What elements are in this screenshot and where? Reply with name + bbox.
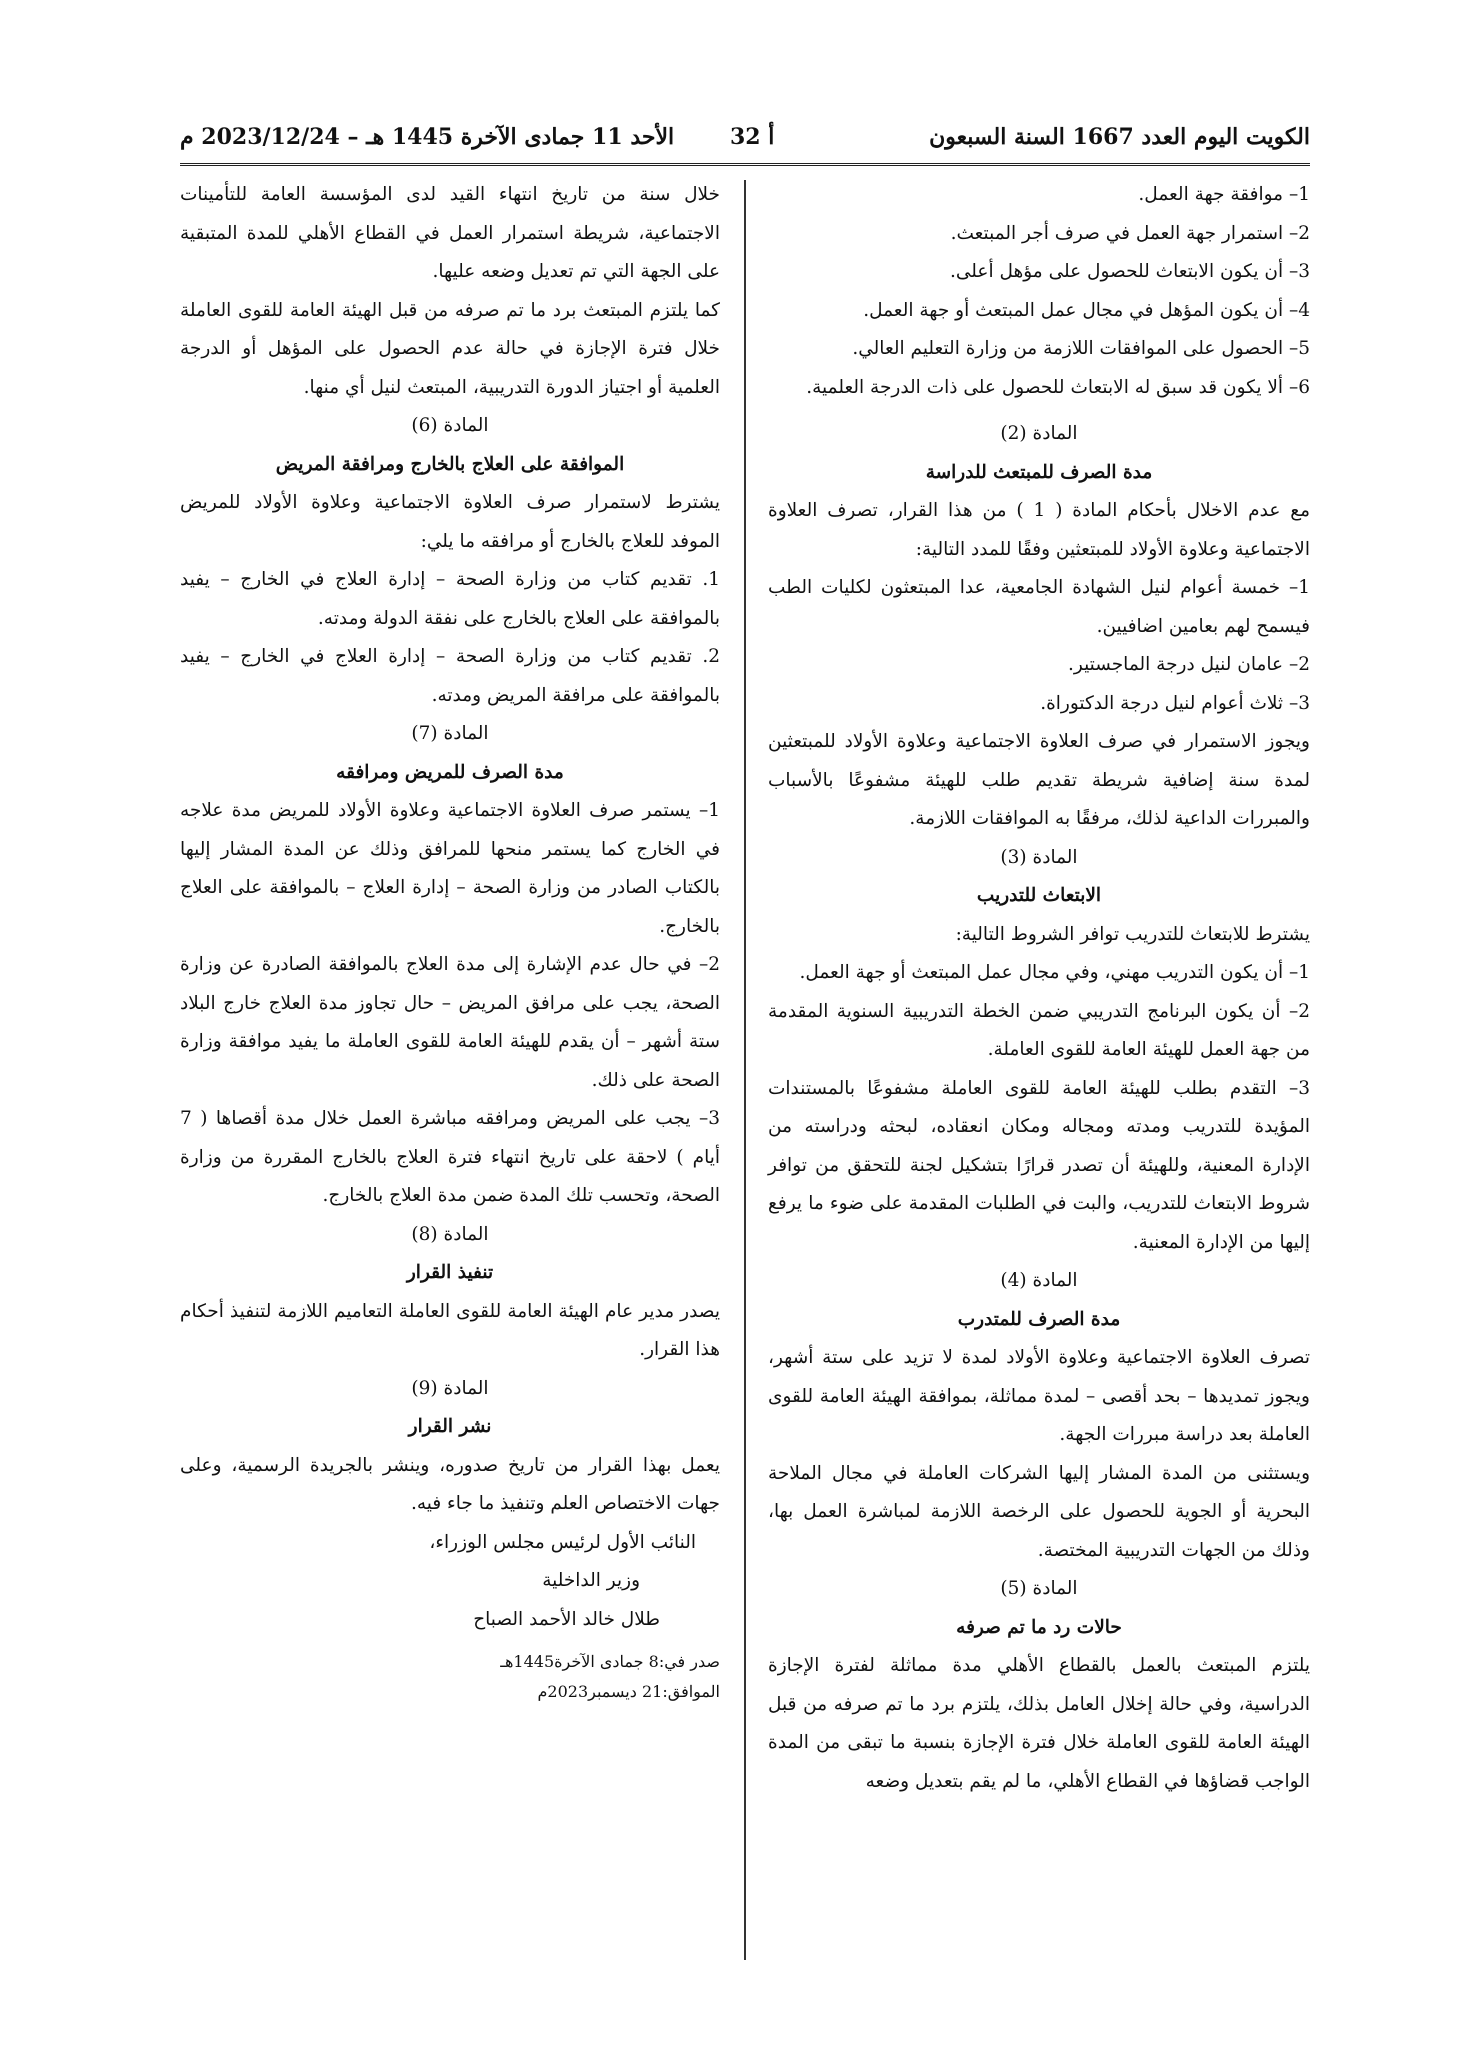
signature-name: طلال خالد الأحمد الصباح	[473, 1608, 660, 1630]
condition-item: 3– أن يكون الابتعاث للحصول على مؤهل أعلى.	[950, 261, 1310, 282]
list-item: 1– يستمر صرف العلاوة الاجتماعية وعلاوة الأولاد للمريض مدة علاجه في الخارج كما يستمر منحها للمرافق وذلك عن المدة المشار إليها بالكتاب الصادر من وزارة الصحة – إدارة العلاج – بالموافقة على العلاج بالخارج.	[180, 800, 720, 937]
condition-item: 5– الحصول على الموافقات اللازمة من وزارة التعليم العالي.	[852, 338, 1310, 359]
paragraph: كما يلتزم المبتعث برد ما تم صرفه من قبل الهيئة العامة للقوى العاملة خلال فترة الإجازة في حالة عدم الحصول على المؤهل أو الدرجة العلمية أو اجتياز الدورة التدريبية، المبتعث لنيل أي منها.	[180, 299, 720, 398]
list-item: 1– خمسة أعوام لنيل الشهادة الجامعية، عدا المبتعثون لكليات الطب فيسمح لهم بعامين اضافيين.	[768, 577, 1310, 637]
header-page-number: أ 32	[730, 124, 775, 150]
article-number: المادة (9)	[411, 1377, 489, 1399]
issued-date-gregorian: الموافق:21 ديسمبر2023م	[537, 1682, 720, 1701]
paragraph: يصدر مدير عام الهيئة العامة للقوى العاملة التعاميم اللازمة لتنفيذ أحكام هذا القرار.	[180, 1300, 720, 1360]
condition-item: 1– موافقة جهة العمل.	[1138, 184, 1310, 205]
article-title: حالات رد ما تم صرفه	[956, 1616, 1122, 1638]
paragraph: خلال سنة من تاريخ انتهاء القيد لدى المؤسسة العامة للتأمينات الاجتماعية، شريطة استمرار العمل في القطاع الأهلي للمدة المتبقية على الجهة التي تم تعديل وضعه عليها.	[180, 184, 720, 282]
signature-title: النائب الأول لرئيس مجلس الوزراء،	[429, 1531, 696, 1553]
paragraph: تصرف العلاوة الاجتماعية وعلاوة الأولاد لمدة لا تزيد على ستة أشهر، ويجوز تمديدها – بحد أقصى – لمدة مماثلة، بموافقة الهيئة العامة للقوى العاملة بعد دراسة مبررات الجهة.	[768, 1347, 1310, 1445]
header-divider	[180, 163, 1310, 166]
header-date: الأحد 11 جمادى الآخرة 1445 هـ – 2023/12/24 م	[180, 124, 675, 150]
article-number: المادة (3)	[1000, 846, 1078, 868]
column-divider	[744, 180, 746, 1960]
condition-item: 2– استمرار جهة العمل في صرف أجر المبتعث.	[950, 222, 1310, 244]
issued-date-hijri: صدر في:8 جمادى الآخرة1445هـ	[500, 1652, 720, 1671]
article-number: المادة (6)	[411, 415, 489, 436]
article-number: المادة (8)	[411, 1223, 489, 1245]
article-title: الموافقة على العلاج بالخارج ومرافقة المريض	[275, 453, 625, 475]
paragraph: ويجوز الاستمرار في صرف العلاوة الاجتماعية وعلاوة الأولاد للمبتعثين لمدة سنة إضافية شريطة تقديم طلب للهيئة مشفوعًا بالأسباب والمبررات الداعية لذلك، مرفقًا به الموافقات اللازمة.	[768, 731, 1310, 829]
paragraph: يشترط لاستمرار صرف العلاوة الاجتماعية وعلاوة الأولاد للمريض الموفد للعلاج بالخارج أو مرافقه ما يلي:	[180, 492, 720, 552]
list-item: 2. تقديم كتاب من وزارة الصحة – إدارة العلاج في الخارج – يفيد بالموافقة على مرافقة المريض ومدته.	[180, 646, 720, 706]
list-item: 3– التقدم بطلب للهيئة العامة للقوى العاملة مشفوعًا بالمستندات المؤيدة للتدريب ومدته ومجاله ومكان انعقاده، لبحثه ودراسته من الإدارة المعنية، وللهيئة أن تصدر قرارًا بتشكيل لجنة للتحقق من توافر شروط الابتعاث للتدريب، والبت في الطلبات المقدمة على ضوء ما يرفع إليها من الإدارة المعنية.	[768, 1077, 1310, 1253]
article-title: مدة الصرف للمريض ومرافقه	[336, 761, 564, 783]
condition-item: 6– ألا يكون قد سبق له الابتعاث للحصول على ذات الدرجة العلمية.	[806, 376, 1310, 398]
list-item: 2– في حال عدم الإشارة إلى مدة العلاج بالموافقة الصادرة عن وزارة الصحة، يجب على مرافق المريض – حال تجاوز مدة العلاج خارج البلاد ستة أشهر – أن يقدم للهيئة العامة للقوى العاملة ما يفيد موافقة وزارة الصحة على ذلك.	[180, 954, 720, 1091]
article-number: المادة (7)	[411, 723, 489, 744]
paragraph: يلتزم المبتعث بالعمل بالقطاع الأهلي مدة مماثلة لفترة الإجازة الدراسية، وفي حالة إخلال العامل بذلك، يلتزم برد ما تم صرفه من قبل الهيئة العامة للقوى العاملة خلال فترة الإجازة بنسبة ما تبقى من المدة الواجب قضاؤها في القطاع الأهلي، ما لم يقم بتعديل وضعه	[768, 1655, 1310, 1792]
header-issue-info: الكويت اليوم العدد 1667 السنة السبعون	[929, 124, 1310, 150]
list-item: 1. تقديم كتاب من وزارة الصحة – إدارة العلاج في الخارج – يفيد بالموافقة على العلاج بالخارج على نفقة الدولة ومدته.	[180, 569, 720, 629]
signature-minister: وزير الداخلية	[542, 1570, 640, 1591]
list-item: 3– ثلاث أعوام لنيل درجة الدكتوراة.	[1040, 692, 1310, 714]
article-title: مدة الصرف للمبتعث للدراسة	[925, 461, 1153, 483]
right-column	[768, 176, 1310, 1801]
article-number: المادة (2)	[1000, 423, 1078, 444]
list-item: 2– أن يكون البرنامج التدريبي ضمن الخطة التدريبية السنوية المقدمة من جهة العمل للهيئة العامة للقوى العاملة.	[768, 1000, 1310, 1060]
paragraph: ويستثنى من المدة المشار إليها الشركات العاملة في مجال الملاحة البحرية أو الجوية للحصول على الرخصة اللازمة لمباشرة العمل بها، وذلك من الجهات التدريبية المختصة.	[768, 1462, 1310, 1561]
article-title: مدة الصرف للمتدرب	[957, 1308, 1121, 1330]
article-number: المادة (4)	[1000, 1270, 1078, 1291]
article-title: تنفيذ القرار	[406, 1262, 494, 1283]
article-title: الابتعاث للتدريب	[976, 885, 1102, 906]
list-item: 1– أن يكون التدريب مهني، وفي مجال عمل المبتعث أو جهة العمل.	[799, 962, 1310, 983]
list-item: 2– عامان لنيل درجة الماجستير.	[1067, 654, 1310, 675]
article-title: نشر القرار	[408, 1416, 492, 1437]
condition-item: 4– أن يكون المؤهل في مجال عمل المبتعث أو جهة العمل.	[863, 299, 1310, 321]
paragraph: مع عدم الاخلال بأحكام المادة ( 1 ) من هذا القرار، تصرف العلاوة الاجتماعية وعلاوة الأولاد للمبتعثين وفقًا للمدد التالية:	[768, 500, 1311, 560]
paragraph: يشترط للابتعاث للتدريب توافر الشروط التالية:	[955, 923, 1310, 945]
paragraph: يعمل بهذا القرار من تاريخ صدوره، وينشر بالجريدة الرسمية، وعلى جهات الاختصاص العلم وتنفيذ ما جاء فيه.	[180, 1454, 720, 1514]
left-column	[180, 176, 720, 1707]
page-header	[180, 118, 1310, 162]
list-item: 3– يجب على المريض ومرافقه مباشرة العمل خلال مدة أقصاها ( 7 أيام ) لاحقة على تاريخ انتهاء فترة العلاج بالخارج المقررة من وزارة الصحة، وتحسب تلك المدة ضمن مدة العلاج بالخارج.	[180, 1108, 720, 1206]
article-number: المادة (5)	[1000, 1578, 1078, 1599]
